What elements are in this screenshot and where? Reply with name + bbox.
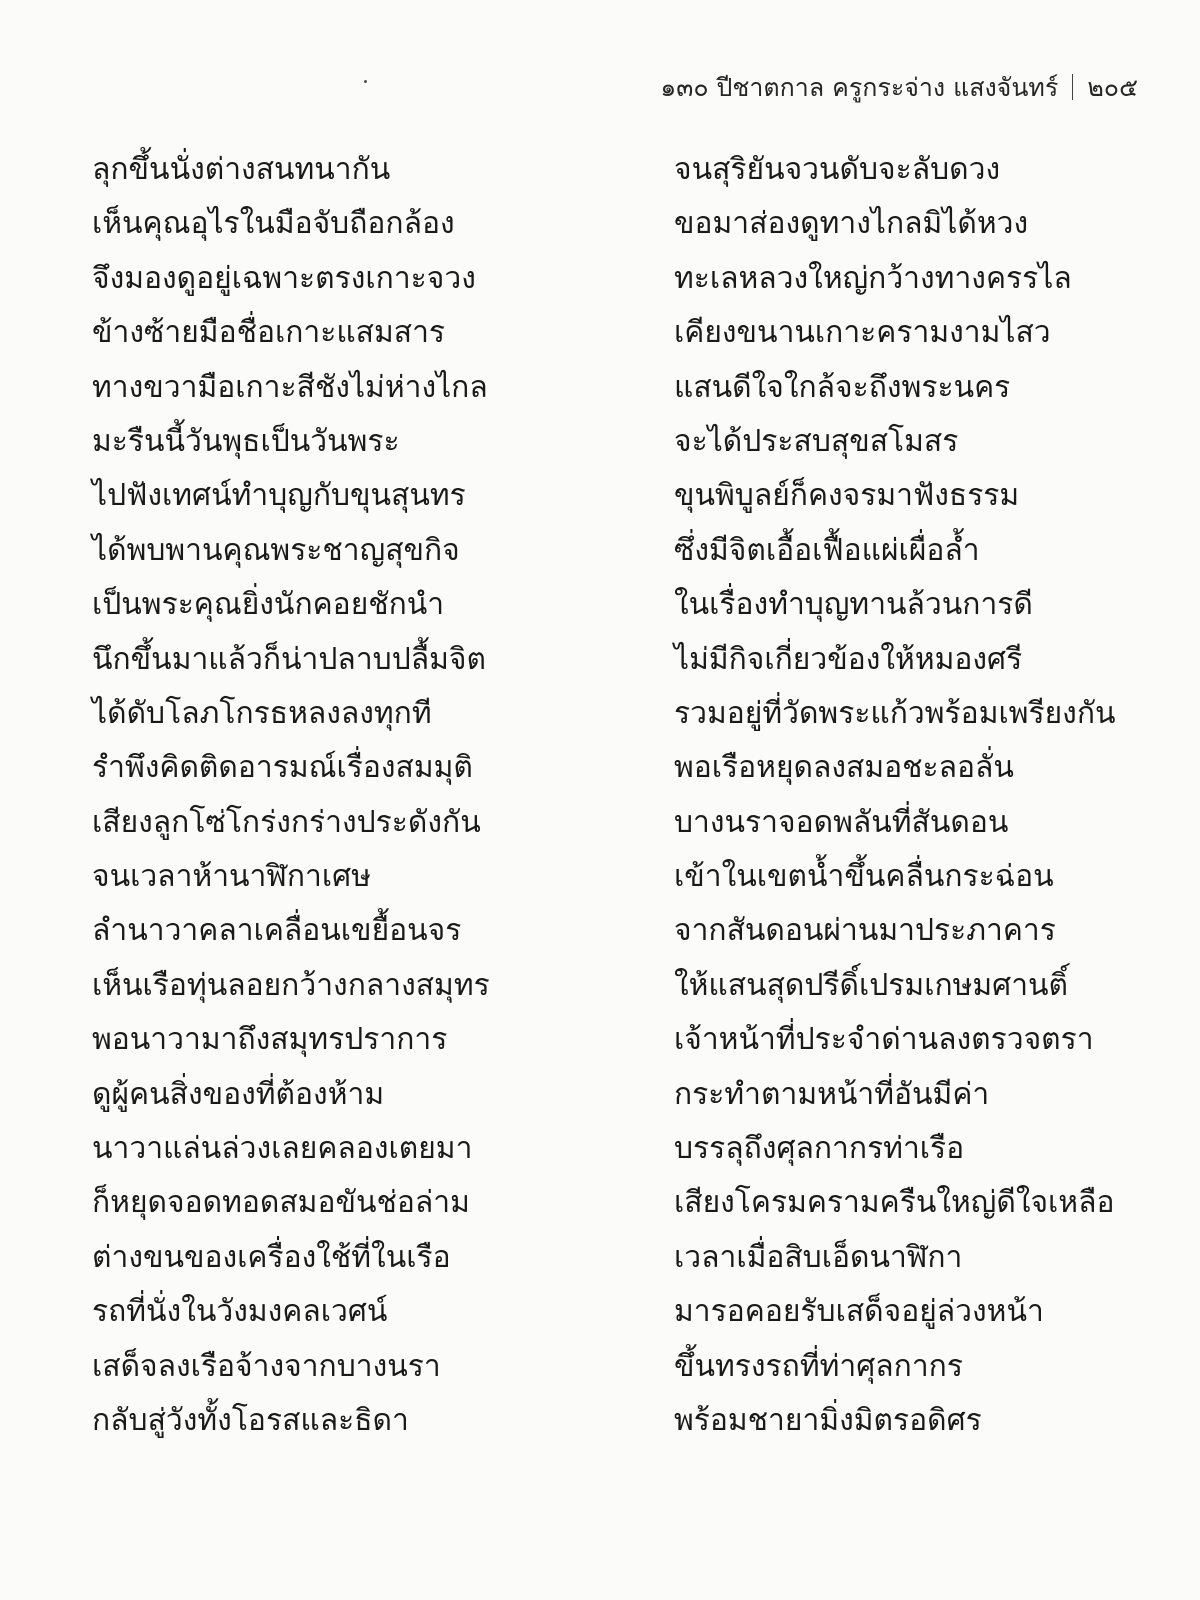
verse-row bbox=[92, 1292, 1152, 1346]
verse-first-half: เห็นคุณอุไรในมือจับถือกล้อง bbox=[92, 206, 455, 242]
verse-row bbox=[92, 259, 1152, 313]
verse-second-half: พอเรือหยุดลงสมอชะลอลั่น bbox=[674, 750, 1014, 786]
verse-row bbox=[92, 803, 1152, 857]
verse-second-half: เจ้าหน้าที่ประจำด่านลงตรวจตรา bbox=[674, 1022, 1094, 1058]
verse-second-half: บางนราจอดพลันที่สันดอน bbox=[674, 804, 1009, 840]
verse-row bbox=[92, 476, 1152, 530]
header-divider bbox=[1072, 74, 1073, 100]
verse-second-half: ซึ่งมีจิตเอื้อเฟื้อแผ่เผื่อล้ำ bbox=[674, 532, 980, 568]
verse-first-half: มะรืนนี้วันพุธเป็นวันพระ bbox=[92, 423, 400, 459]
verse-second-half: ให้แสนสุดปรีดิ์เปรมเกษมศานติ์ bbox=[674, 967, 1069, 1003]
verse-first-half: จึงมองดูอยู่เฉพาะตรงเกาะจวง bbox=[92, 260, 476, 296]
verse-second-half: รวมอยู่ที่วัดพระแก้วพร้อมเพรียงกัน bbox=[674, 695, 1116, 731]
verse-second-half: กระทำตามหน้าที่อันมีค่า bbox=[674, 1076, 990, 1112]
verse-second-half: ขอมาส่องดูทางไกลมิได้หวง bbox=[674, 206, 1029, 242]
verse-first-half: ข้างซ้ายมือชื่อเกาะแสมสาร bbox=[92, 315, 446, 351]
verse-first-half: เสด็จลงเรือจ้างจากบางนรา bbox=[92, 1348, 441, 1384]
verse-second-half: ทะเลหลวงใหญ่กว้างทางครรไล bbox=[674, 260, 1072, 296]
verse-first-half: เสียงลูกโซ่โกร่งกร่างประดังกัน bbox=[92, 804, 481, 840]
verse-second-half: จากสันดอนผ่านมาประภาคาร bbox=[674, 913, 1056, 949]
verse-first-half: เห็นเรือทุ่นลอยกว้างกลางสมุทร bbox=[92, 967, 490, 1003]
verse-second-half: จนสุริยันจวนดับจะลับดวง bbox=[674, 152, 1001, 187]
verse-first-half: กลับสู่วังทั้งโอรสและธิดา bbox=[92, 1402, 409, 1438]
verse-row bbox=[92, 531, 1152, 585]
verse-second-half: เสียงโครมครามครืนใหญ่ดีใจเหลือ bbox=[674, 1185, 1115, 1221]
verse-first-half: ต่างขนของเครื่องใช้ที่ในเรือ bbox=[92, 1239, 451, 1275]
verse-row bbox=[92, 694, 1152, 748]
verse-row bbox=[92, 1401, 1152, 1455]
verse-row bbox=[92, 911, 1152, 965]
verse-second-half: ไม่มีกิจเกี่ยวข้องให้หมองศรี bbox=[674, 641, 1023, 677]
verse-row bbox=[92, 640, 1152, 694]
verse-second-half: เข้าในเขตน้ำขึ้นคลื่นกระฉ่อน bbox=[674, 859, 1054, 895]
verse-first-half: ลำนาวาคลาเคลื่อนเขยื้อนจร bbox=[92, 913, 462, 949]
verse-row bbox=[92, 1347, 1152, 1401]
verse-row bbox=[92, 1183, 1152, 1237]
verse-second-half: เคียงขนานเกาะครามงามไสว bbox=[674, 315, 1051, 351]
page-number: ๒๐๕ bbox=[1087, 73, 1138, 102]
verse-second-half: จะได้ประสบสุขสโมสร bbox=[674, 423, 959, 459]
verse-row bbox=[92, 1238, 1152, 1292]
verse-first-half: พอนาวามาถึงสมุทรปราการ bbox=[92, 1022, 448, 1058]
verse-second-half: ขึ้นทรงรถที่ท่าศุลกากร bbox=[674, 1348, 963, 1384]
poem-body bbox=[92, 150, 1152, 1455]
book-title: ๑๓๐ ปีชาตกาล ครูกระจ่าง แสงจันทร์ bbox=[660, 73, 1059, 102]
verse-row bbox=[92, 204, 1152, 258]
verse-first-half: ทางขวามือเกาะสีชังไม่ห่างไกล bbox=[92, 369, 488, 405]
verse-second-half: มารอคอยรับเสด็จอยู่ล่วงหน้า bbox=[674, 1294, 1044, 1330]
verse-first-half: ลุกขึ้นนั่งต่างสนทนากัน bbox=[92, 152, 391, 187]
verse-second-half: ในเรื่องทำบุญทานล้วนการดี bbox=[674, 587, 1033, 623]
verse-second-half: เวลาเมื่อสิบเอ็ดนาฬิกา bbox=[674, 1239, 963, 1275]
verse-row bbox=[92, 368, 1152, 422]
verse-second-half: บรรลุถึงศุลกากรท่าเรือ bbox=[674, 1131, 965, 1167]
verse-row bbox=[92, 422, 1152, 476]
verse-row bbox=[92, 1129, 1152, 1183]
running-header bbox=[660, 68, 1138, 108]
verse-second-half: แสนดีใจใกล้จะถึงพระนคร bbox=[674, 369, 1011, 405]
verse-first-half: ดูผู้คนสิ่งของที่ต้องห้าม bbox=[92, 1076, 385, 1112]
verse-first-half: ก็หยุดจอดทอดสมอขันช่อล่าม bbox=[92, 1185, 470, 1221]
verse-first-half: รถที่นั่งในวังมงคลเวศน์ bbox=[92, 1294, 388, 1330]
verse-row bbox=[92, 585, 1152, 639]
verse-second-half: ขุนพิบูลย์ก็คงจรมาฟังธรรม bbox=[674, 478, 1020, 514]
paper-speck bbox=[364, 80, 367, 83]
verse-first-half: ได้ดับโลภโกรธหลงลงทุกที bbox=[92, 695, 432, 731]
verse-row bbox=[92, 857, 1152, 911]
verse-row bbox=[92, 150, 1152, 204]
verse-first-half: เป็นพระคุณยิ่งนักคอยชักนำ bbox=[92, 587, 445, 623]
verse-first-half: นึกขึ้นมาแล้วก็น่าปลาบปลื้มจิต bbox=[92, 641, 486, 677]
verse-first-half: ไปฟังเทศน์ทำบุญกับขุนสุนทร bbox=[92, 478, 466, 514]
verse-first-half: รำพึงคิดติดอารมณ์เรื่องสมมุติ bbox=[92, 750, 473, 786]
verse-row bbox=[92, 313, 1152, 367]
verse-row bbox=[92, 748, 1152, 802]
verse-second-half: พร้อมชายามิ่งมิตรอดิศร bbox=[674, 1402, 982, 1438]
verse-row bbox=[92, 1020, 1152, 1074]
verse-first-half: นาวาแล่นล่วงเลยคลองเตยมา bbox=[92, 1131, 473, 1167]
verse-first-half: จนเวลาห้านาฬิกาเศษ bbox=[92, 859, 371, 895]
verse-row bbox=[92, 1075, 1152, 1129]
verse-first-half: ได้พบพานคุณพระชาญสุขกิจ bbox=[92, 532, 460, 568]
verse-row bbox=[92, 966, 1152, 1020]
